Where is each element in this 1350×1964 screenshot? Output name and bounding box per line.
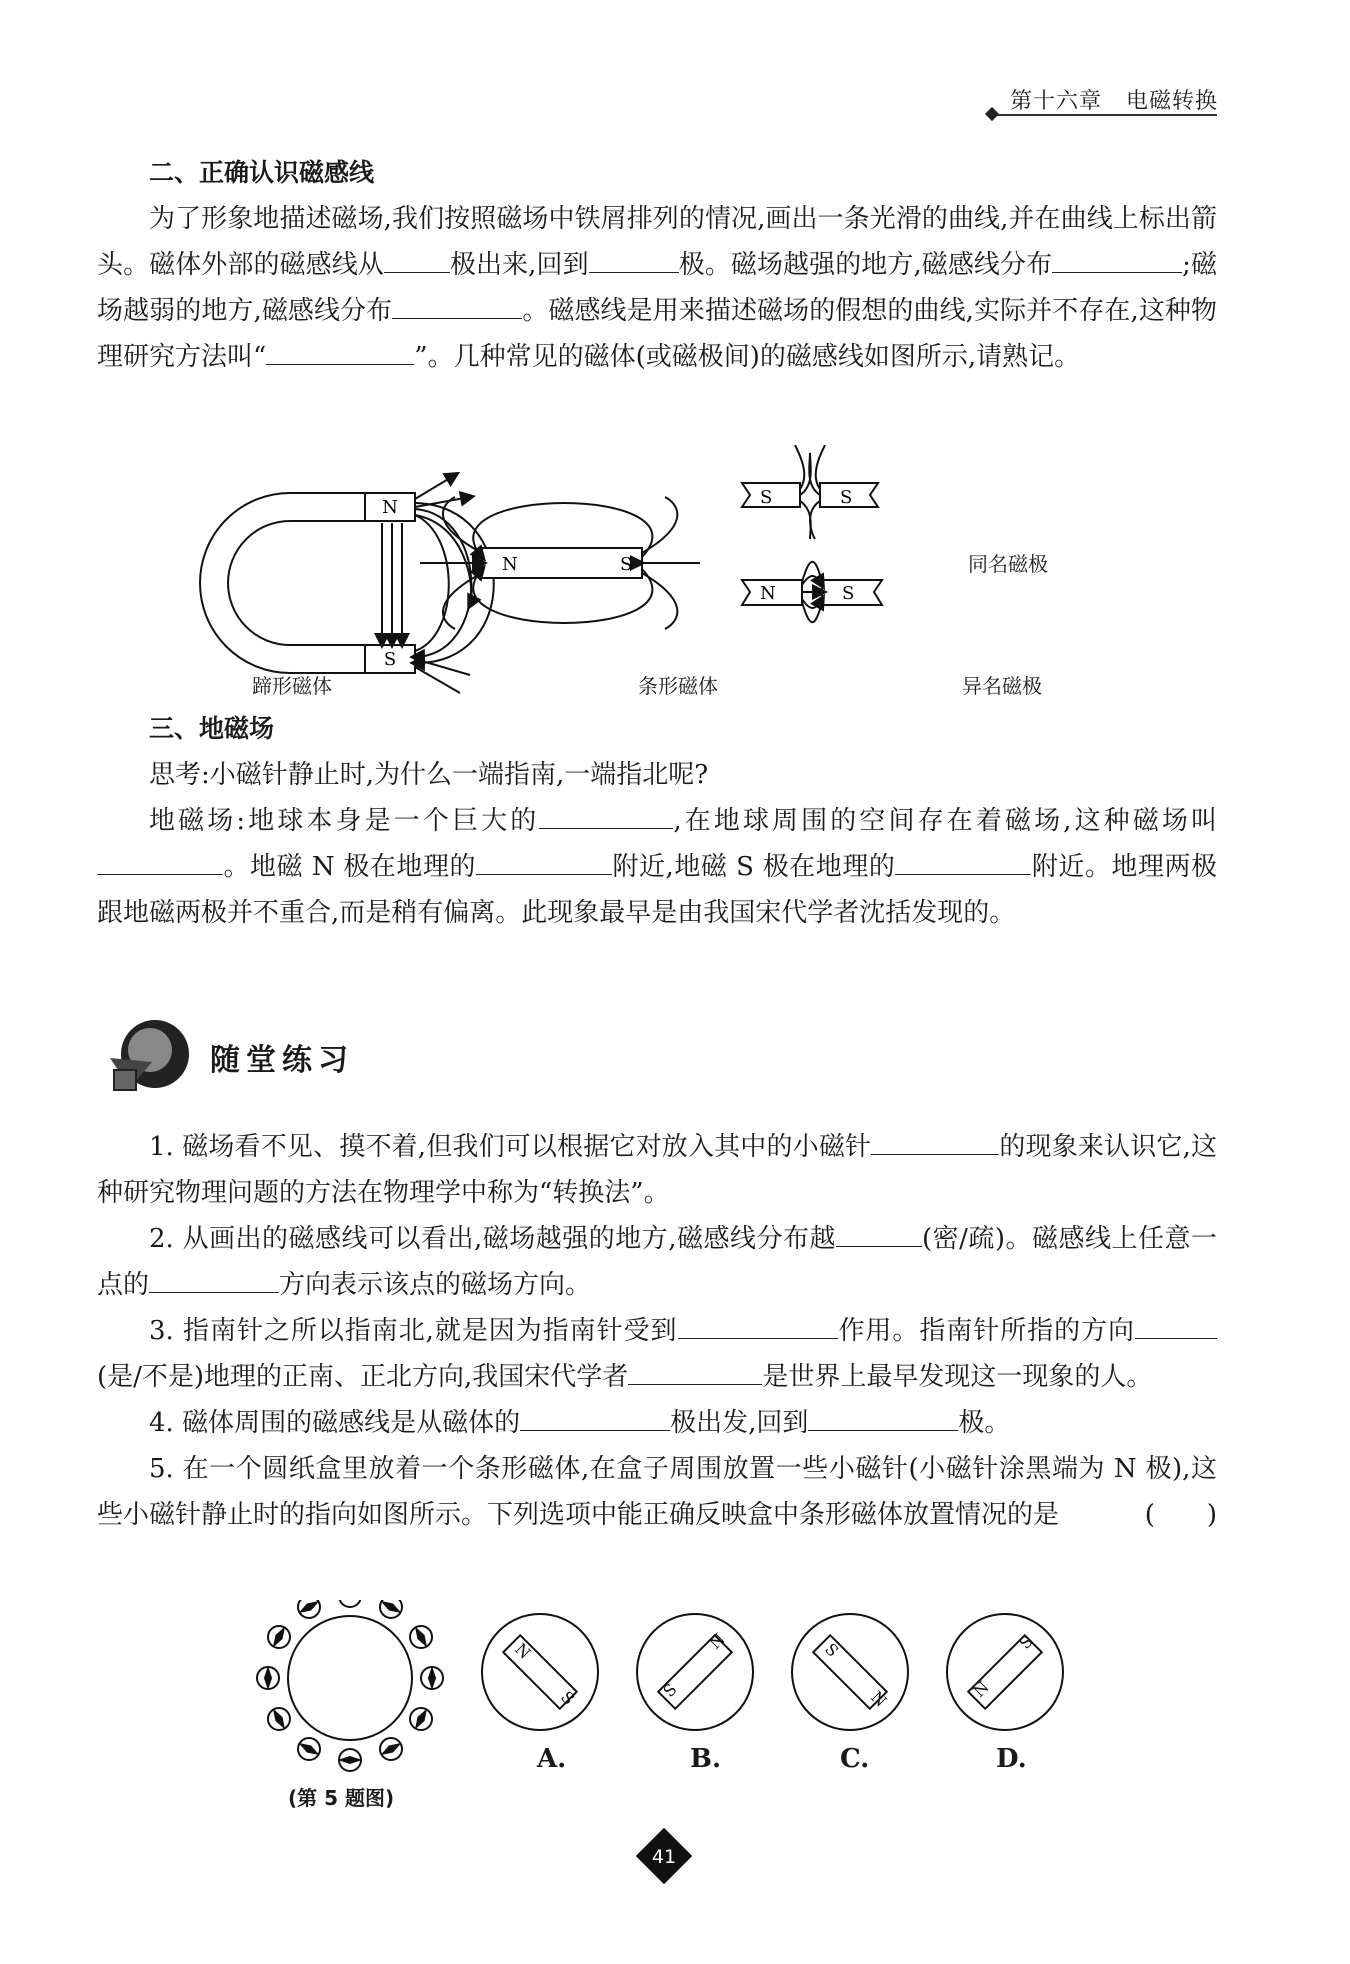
option-d-figure — [947, 1614, 1063, 1730]
page-number-badge — [636, 1828, 692, 1884]
svg-text:S: S — [659, 1679, 681, 1701]
compass-needle-pointer — [300, 1742, 319, 1756]
page-number: 41 — [651, 1846, 677, 1868]
earth-field-paragraph: 地磁场:地球本身是一个巨大的 ,在地球周围的空间存在着磁场,这种磁场叫。地磁 N 极在地理的 附近,地磁 S 极在地理的 附近。地理两极跟地磁两极并不重合,而是稍有偏离。此现象最早是由我国宋代学者沈括发现的。 — [97, 798, 1217, 936]
compass-needle-pointer — [272, 1710, 286, 1729]
blank[interactable] — [476, 844, 612, 875]
section-2-paragraph: 为了形象地描述磁场,我们按照磁场中铁屑排列的情况,画出一条光滑的曲线,并在曲线上标出箭头。磁体外部的磁感线从 极出来,回到 极。磁场越强的地方,磁感线分布 ;磁场越弱的地方,磁感线分布 。磁感线是用来描述磁场的假想的曲线,实际并不存在,这种物理研究方法叫“ ”。几种常见的磁体(或磁极间)的磁感线如图所示,请熟记。 — [97, 204, 1218, 372]
caption-bar: 条形磁体 — [638, 674, 718, 698]
option-d-label[interactable]: D. — [996, 1744, 1027, 1774]
blank[interactable] — [836, 1216, 922, 1247]
think-question: 思考:小磁针静止时,为什么一端指南,一端指北呢? — [149, 760, 709, 790]
question-2: 2. 从画出的磁感线可以看出,磁场越强的地方,磁感线分布越 (密/疏)。磁感线上任意一点的 方向表示该点的磁场方向。 — [97, 1216, 1217, 1308]
section-earth-field — [97, 706, 1217, 936]
compass-needle-pointer — [265, 1669, 271, 1687]
compass-needle-pointer — [429, 1669, 435, 1687]
blank[interactable] — [392, 288, 522, 319]
same-s1-label: S — [760, 487, 773, 508]
blank[interactable] — [628, 1354, 762, 1385]
option-a-figure — [482, 1614, 598, 1730]
svg-text:S: S — [1015, 1631, 1037, 1653]
blank[interactable] — [1135, 1308, 1217, 1339]
blank[interactable] — [895, 844, 1031, 875]
chapter-title: 电磁转换 — [1125, 89, 1218, 114]
diff-n-label: N — [760, 583, 776, 604]
blank[interactable] — [266, 334, 414, 365]
bar-s-label: S — [620, 554, 633, 575]
compass-needle-pointer — [272, 1628, 286, 1647]
compass-needle-pointer — [382, 1600, 401, 1614]
option-a-label[interactable]: A. — [537, 1744, 567, 1774]
answer-parentheses[interactable]: ( ) — [1144, 1500, 1217, 1530]
svg-text:S: S — [557, 1687, 579, 1709]
caption-different-poles: 异名磁极 — [962, 674, 1042, 698]
option-b-figure — [637, 1614, 753, 1730]
same-s2-label: S — [840, 487, 853, 508]
blank[interactable] — [871, 1124, 999, 1155]
section-2-title: 二、正确认识磁感线 — [149, 158, 375, 187]
option-b-label[interactable]: B. — [690, 1744, 722, 1774]
practice-logo-icon — [100, 1010, 200, 1100]
blank[interactable] — [149, 1262, 279, 1293]
svg-text:N: N — [969, 1677, 993, 1701]
question-5: 5. 在一个圆纸盒里放着一个条形磁体,在盒子周围放置一些小磁针(小磁针涂黑端为 N 极),这些小磁针静止时的指向如图所示。下列选项中能正确反映盒中条形磁体放置情况的是 ( ) — [97, 1446, 1217, 1538]
compass-needle-pointer — [414, 1628, 428, 1647]
compass-needle-pointer — [414, 1710, 428, 1729]
blank[interactable] — [589, 242, 679, 273]
blank[interactable] — [520, 1400, 670, 1431]
diff-s-label: S — [842, 583, 855, 604]
chapter-number: 第十六章 — [1009, 89, 1102, 114]
blank[interactable] — [1052, 242, 1182, 273]
svg-text:N: N — [867, 1687, 891, 1711]
caption-same-poles: 同名磁极 — [968, 552, 1048, 576]
question-1: 1. 磁场看不见、摸不着,但我们可以根据它对放入其中的小磁针 的现象来认识它,这种研究物理问题的方法在物理学中称为“转换法”。 — [97, 1124, 1217, 1216]
blank[interactable] — [384, 242, 450, 273]
header-diamond-icon — [985, 107, 999, 121]
practice-questions — [97, 1124, 1217, 1538]
practice-title: 随堂练习 — [210, 1043, 354, 1078]
compass-needle-pointer — [382, 1742, 401, 1756]
caption-horseshoe: 蹄形磁体 — [252, 674, 332, 698]
blank[interactable] — [97, 844, 223, 875]
compass-needle-icon — [339, 1600, 361, 1607]
section-3-title: 三、地磁场 — [149, 714, 275, 743]
compass-ring-figure — [257, 1600, 443, 1771]
svg-text:N: N — [511, 1639, 535, 1663]
chapter-header — [1010, 84, 1218, 115]
question-5-figure-caption: (第 5 题图) — [288, 1786, 395, 1810]
question-4: 4. 磁体周围的磁感线是从磁体的 极出发,回到 极。 — [97, 1400, 1217, 1446]
horseshoe-magnet — [200, 475, 494, 693]
blank[interactable] — [678, 1308, 838, 1339]
blank[interactable] — [808, 1400, 958, 1431]
svg-text:S: S — [821, 1639, 843, 1661]
horseshoe-n-label: N — [382, 497, 398, 518]
blank[interactable] — [539, 798, 673, 829]
horseshoe-s-label: S — [383, 649, 397, 670]
option-c-figure — [792, 1614, 908, 1730]
compass-needle-pointer — [341, 1757, 359, 1763]
header-rule — [995, 114, 1217, 116]
bar-n-label: N — [502, 554, 518, 575]
compass-needle-pointer — [300, 1600, 319, 1614]
section-magnetic-lines — [97, 150, 1217, 380]
svg-text:N: N — [705, 1629, 729, 1653]
option-c-label[interactable]: C. — [840, 1744, 870, 1774]
question-3: 3. 指南针之所以指南北,就是因为指南针受到 作用。指南针所指的方向(是/不是)地理的正南、正北方向,我国宋代学者 是世界上最早发现这一现象的人。 — [97, 1308, 1217, 1400]
